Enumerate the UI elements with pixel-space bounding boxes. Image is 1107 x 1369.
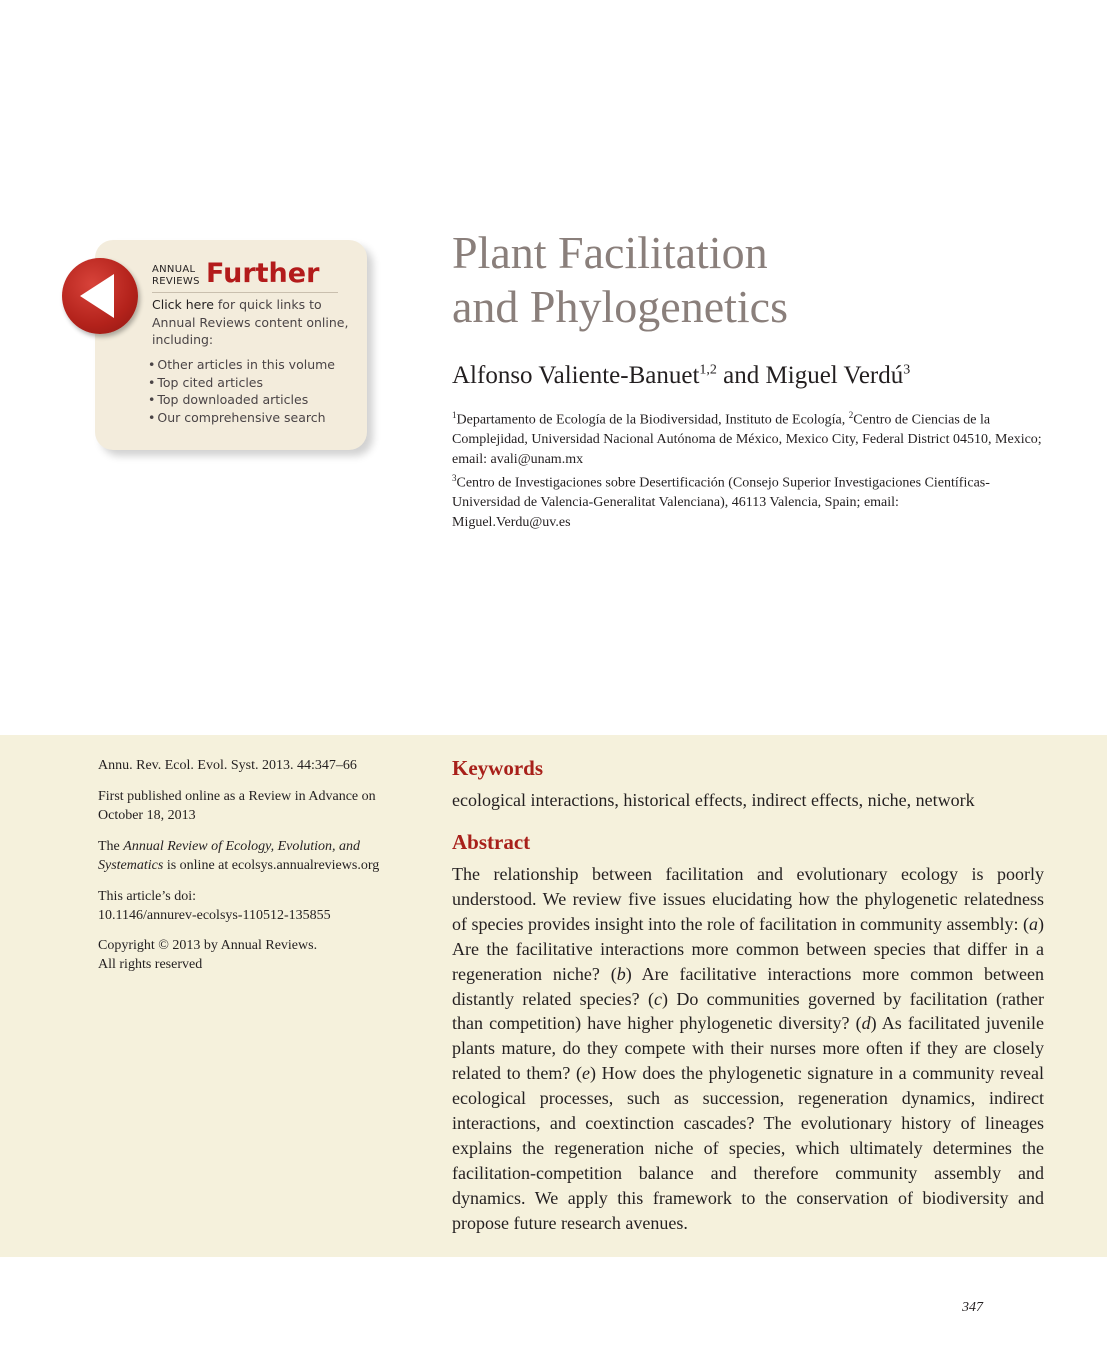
further-link-other-articles[interactable]: • Other articles in this volume	[148, 356, 335, 374]
further-link-top-downloaded[interactable]: • Top downloaded articles	[148, 391, 335, 409]
copyright: Copyright © 2013 by Annual Reviews.	[98, 938, 318, 953]
authors-and: and	[716, 362, 766, 389]
abstract-p5: ) As facilitated juvenile plants mature, do they compete with their nurses more often if they are closely related to them? (	[452, 1013, 1044, 1084]
journal-suffix: is online at ecolsys.annualreviews.org	[163, 858, 380, 873]
journal-name: Annual Review of Ecology, Evolution, and Systematics	[98, 839, 361, 873]
abstract-p2: ) Are the facilitative interactions more common between species that differ in a regeneration niche? (	[452, 913, 1044, 984]
title-line-1: Plant Facilitation	[452, 227, 768, 278]
abstract-p6: ) How does the phylogenetic signature in a community reveal ecological processes, such as succession, regeneration dynamics, indirect interactions, and coextinction cascades? The evolutionary history of lineages explains the regeneration niche of species, which ultimately determines the facilitation-competition balance and therefore community assembly and dynamics. We apply this framework to the conservation of biodiversity and propose future research avenues.	[452, 1063, 1044, 1233]
abstract-p4: ) Do communities governed by facilitation (rather than competition) have higher phylogenetic diversity? (	[452, 988, 1044, 1034]
affil-2-sup: 2	[848, 410, 854, 420]
journal-info	[98, 837, 398, 875]
affiliation-1-2	[452, 406, 1048, 469]
affil-1-text: Departamento de Ecología de la Biodiversidad, Instituto de Ecología,	[456, 412, 849, 428]
article-title	[452, 226, 788, 334]
abstract-label-a: a	[1029, 913, 1038, 934]
author-1: Alfonso Valiente-Banuet	[452, 362, 700, 389]
abstract-label-d: d	[861, 1013, 871, 1034]
affiliation-3	[452, 469, 992, 532]
author-1-affil: 1,2	[699, 362, 717, 378]
rights: All rights reserved	[98, 957, 203, 972]
author-2: Miguel Verdú	[765, 362, 904, 389]
further-link-top-cited[interactable]: • Top cited articles	[148, 374, 335, 392]
further-divider	[152, 292, 338, 293]
keywords-heading: Keywords	[452, 756, 543, 780]
reviews-label: REVIEWS	[152, 276, 200, 287]
first-published: First published online as a Review in Advance on October 18, 2013	[98, 789, 376, 823]
citation: Annu. Rev. Ecol. Evol. Syst. 2013. 44:347–66	[98, 758, 357, 773]
click-here-link[interactable]: Click here	[152, 297, 214, 312]
doi-label: This article’s doi:	[98, 889, 196, 904]
annual-label: ANNUAL	[152, 264, 196, 275]
doi-block	[98, 887, 428, 925]
title-line-2: and Phylogenetics	[452, 281, 788, 332]
back-arrow-glyph	[62, 258, 138, 334]
abstract-p3: ) Are facilitative interactions more common between distantly related species? (	[452, 963, 1044, 1009]
annual-reviews-logo	[152, 264, 212, 288]
affil-3-sup: 3	[452, 473, 457, 483]
copyright-block	[98, 936, 428, 974]
affil-2-text: Centro de Ciencias de la Complejidad, Universidad Nacional Autónoma de México, Mexico City, Federal District 04510, Mexico; email: avali@unam.mx	[452, 412, 1042, 467]
abstract-label-b: b	[616, 963, 626, 984]
back-arrow-icon[interactable]	[62, 258, 138, 334]
affil-3-text: Centro de Investigaciones sobre Desertificación (Consejo Superior Investigaciones Científicas-Universidad de Valencia-Generalitat Valenciana), 46113 Valencia, Spain; email: Miguel.Verdu@uv.es	[452, 475, 990, 530]
abstract-heading: Abstract	[452, 830, 531, 854]
further-title: Further	[206, 258, 320, 289]
abstract-label-e: e	[581, 1063, 590, 1084]
further-link-search[interactable]: • Our comprehensive search	[148, 409, 335, 427]
further-description	[152, 296, 352, 349]
doi-value[interactable]: 10.1146/annurev-ecolsys-110512-135855	[98, 908, 331, 923]
journal-prefix: The	[98, 839, 124, 854]
abstract-text	[452, 862, 1044, 1236]
further-description-text: for quick links to Annual Reviews content online, including:	[152, 297, 349, 347]
further-links	[148, 356, 335, 426]
abstract-label-c: c	[653, 988, 662, 1009]
affil-1-sup: 1	[452, 410, 457, 420]
abstract-p1: The relationship between facilitation and evolutionary ecology is poorly understood. We review five issues elucidating how the phylogenetic relatedness of species provides insight into the role of facilitation in community assembly: (	[452, 864, 1044, 934]
author-2-affil: 3	[903, 362, 911, 378]
authors	[452, 362, 910, 390]
page-number: 347	[962, 1300, 983, 1315]
keywords: ecological interactions, historical effects, indirect effects, niche, network	[452, 790, 975, 810]
